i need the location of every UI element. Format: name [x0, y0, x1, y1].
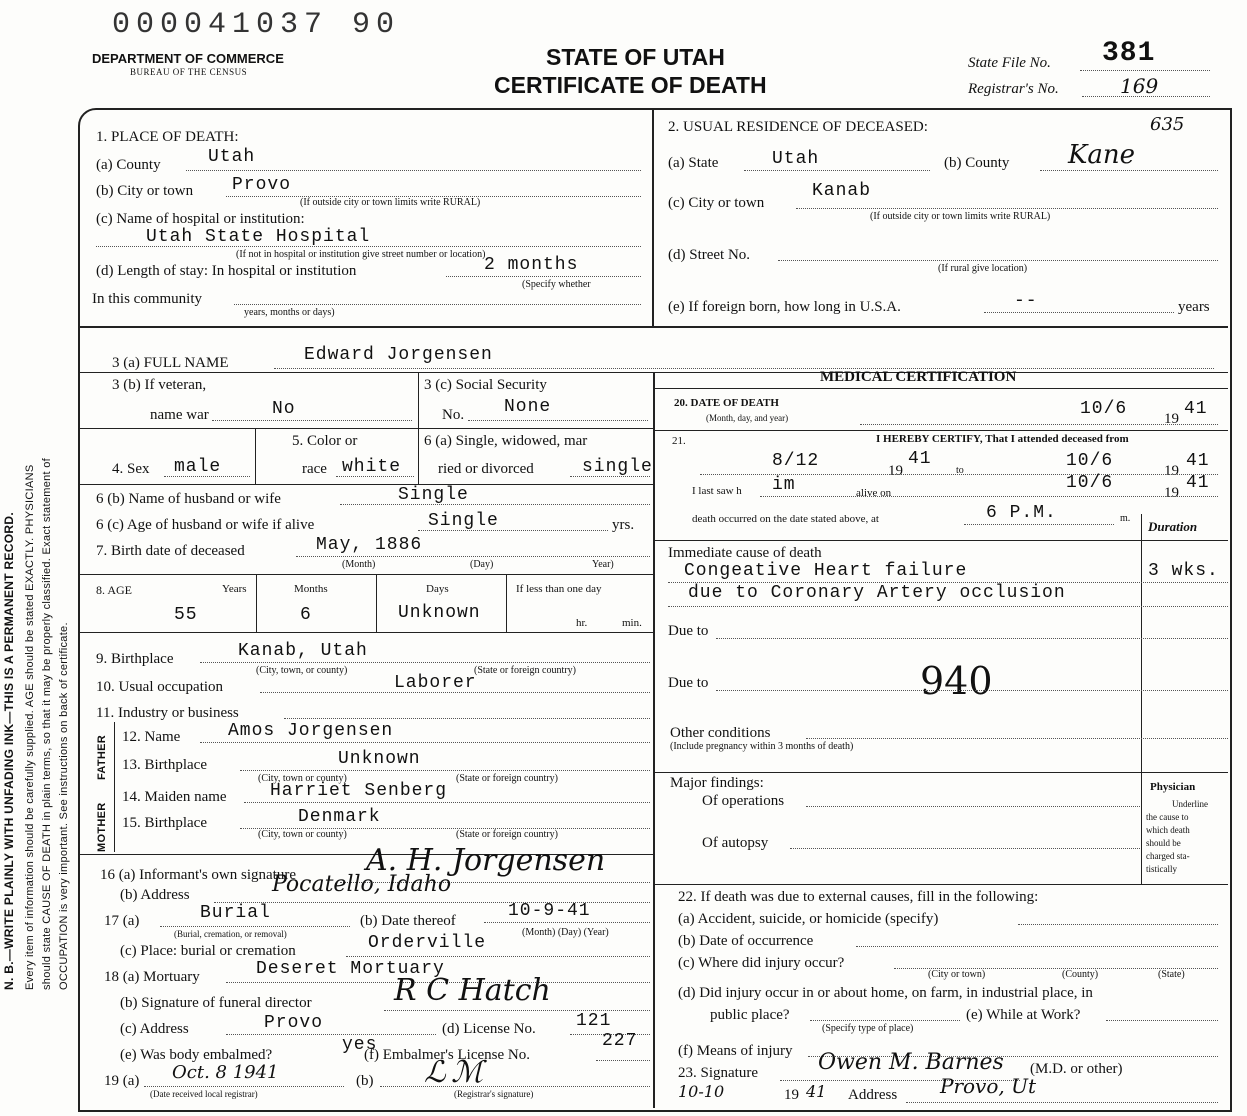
residence-corner-note: 635	[1150, 114, 1185, 135]
spouse-age-value: Single	[428, 511, 499, 531]
birth-date-label: 7. Birth date of deceased	[96, 543, 245, 559]
date-of-death-19: 19	[1164, 411, 1179, 427]
margin-instructions-3: should state CAUSE OF DEATH in plain terms, so that it may be properly classified. Exact statement of	[41, 457, 53, 990]
age-years-value: 55	[174, 605, 198, 625]
mother-bp-note-state: (State or foreign country)	[456, 829, 558, 840]
attended-from-year: 41	[908, 449, 932, 469]
last-saw-19: 19	[1164, 485, 1179, 501]
age-label: 8. AGE	[96, 583, 132, 597]
informant-signature: A. H. Jorgensen	[366, 843, 606, 878]
means-label: (f) Means of injury	[678, 1043, 793, 1059]
registrar-sig-label: (b)	[356, 1073, 374, 1089]
duration-label: Duration	[1148, 519, 1198, 534]
occurred-label: death occurred on the date stated above, at	[692, 513, 879, 525]
ssn-label: 3 (c) Social Security	[424, 377, 547, 393]
spouse-age-label: 6 (c) Age of husband or wife if alive	[96, 517, 315, 533]
due-to-label-2: Due to	[668, 675, 709, 691]
city-value: Provo	[232, 175, 292, 195]
disposal-num: 17 (a)	[104, 913, 140, 929]
director-label: (b) Signature of funeral director	[120, 995, 312, 1011]
occupation-label: 10. Usual occupation	[96, 679, 224, 695]
home-note: (Specify type of place)	[822, 1023, 914, 1034]
where-label: (c) Where did injury occur?	[678, 955, 845, 971]
physician-signature: Owen M. Barnes	[818, 1050, 1004, 1075]
physician-note-3: which death	[1146, 825, 1190, 835]
age-days-value: Unknown	[398, 603, 481, 623]
birthplace-note-state: (State or foreign country)	[474, 665, 576, 676]
attended-from: 8/12	[772, 451, 820, 471]
full-name-value: Edward Jorgensen	[304, 345, 493, 365]
certify-num: 21.	[672, 435, 686, 447]
immediate-cause-label: Immediate cause of death	[668, 545, 822, 561]
attended-to-label: to	[956, 465, 964, 476]
last-saw-date: 10/6	[1066, 473, 1114, 493]
mother-birthplace-label: 15. Birthplace	[122, 815, 207, 831]
war-label: name war	[150, 407, 209, 423]
hospital-value: Utah State Hospital	[146, 227, 371, 247]
full-name-label: 3 (a) FULL NAME	[112, 355, 229, 371]
medical-heading: MEDICAL CERTIFICATION	[820, 369, 1017, 385]
birth-month-note: (Month)	[342, 559, 376, 570]
informant-address-label: (b) Address	[120, 887, 190, 903]
cause-line-1: Congeative Heart failure	[684, 561, 968, 581]
ssn-value: None	[504, 397, 552, 417]
birth-date-value: May, 1886	[316, 535, 423, 555]
veteran-label: 3 (b) If veteran,	[112, 377, 207, 393]
embalmed-label: (e) Was body embalmed?	[120, 1047, 273, 1063]
embalmer-label: (f) Embalmer's License No.	[364, 1047, 530, 1063]
disposal-place-value: Orderville	[368, 933, 487, 953]
father-birthplace-value: Unknown	[338, 749, 421, 769]
accident-label: (a) Accident, suicide, or homicide (specify)	[678, 911, 939, 927]
other-conditions-note: (Include pregnancy within 3 months of death)	[670, 741, 854, 752]
physician-note-5: charged sta-	[1146, 851, 1190, 861]
birth-year-note: Year)	[592, 559, 614, 570]
state-file-label: State File No.	[968, 55, 1051, 71]
specify-note: (Specify whether	[522, 279, 591, 290]
hospital-note: (If not in hospital or institution give street number or location)	[236, 249, 486, 260]
mother-birthplace-value: Denmark	[298, 807, 381, 827]
signature-year: 41	[806, 1082, 827, 1101]
birthplace-value: Kanab, Utah	[238, 641, 368, 661]
mother-side-label: MOTHER	[96, 802, 108, 852]
last-saw-year: 41	[1186, 473, 1210, 493]
physician-title: Physician	[1150, 781, 1196, 793]
ssn-no-label: No.	[442, 407, 465, 423]
attended-to-year: 41	[1186, 451, 1210, 471]
home-label-2: public place?	[710, 1007, 790, 1023]
birthplace-label: 9. Birthplace	[96, 651, 174, 667]
birthplace-note-city: (City, town, or county)	[256, 665, 348, 676]
father-name-value: Amos Jorgensen	[228, 721, 394, 741]
father-bp-note-state: (State or foreign country)	[456, 773, 558, 784]
spouse-label: 6 (b) Name of husband or wife	[96, 491, 281, 507]
place-of-death-heading: 1. PLACE OF DEATH:	[96, 129, 239, 145]
embalmed-value: yes	[342, 1035, 378, 1055]
fd-address-value: Provo	[264, 1013, 324, 1033]
certify-text: I HEREBY CERTIFY, That I attended deceased from	[876, 433, 1129, 445]
other-conditions-label: Other conditions	[670, 725, 771, 741]
registrar-label: Registrar's No.	[968, 81, 1059, 97]
attended-to: 10/6	[1066, 451, 1114, 471]
state-file-value: 381	[1102, 38, 1156, 69]
fd-address-label: (c) Address	[120, 1021, 189, 1037]
department: DEPARTMENT OF COMMERCE	[92, 51, 284, 66]
cause-line-1-duration: 3 wks.	[1148, 561, 1219, 581]
residence-street-note: (If rural give location)	[938, 263, 1028, 274]
margin-instructions-2: Every item of information should be carefully supplied. AGE should be stated EXACTLY. PHYSICIANS	[24, 464, 36, 990]
age-less-label: If less than one day	[516, 583, 602, 595]
disposal-date-label: (b) Date thereof	[360, 913, 456, 929]
residence-city-value: Kanab	[812, 181, 872, 201]
age-hr-label: hr.	[576, 617, 588, 629]
last-saw-label: I last saw h	[692, 485, 742, 497]
md-label: (M.D. or other)	[1030, 1061, 1123, 1077]
foreign-value: --	[1014, 291, 1038, 311]
registrar-sig-note: (Registrar's signature)	[454, 1089, 534, 1099]
county-label: (a) County	[96, 157, 161, 173]
signature-date: 10-10	[678, 1082, 725, 1101]
physician-note-4: should be	[1146, 838, 1181, 848]
stay-value: 2 months	[484, 255, 579, 275]
alive-label: alive on	[856, 487, 892, 499]
foreign-unit: years	[1178, 299, 1210, 315]
registrar-signature-mark: ℒ ℳ	[424, 1055, 482, 1090]
cause-line-2: due to Coronary Artery occlusion	[688, 583, 1066, 603]
residence-street-label: (d) Street No.	[668, 247, 751, 263]
last-saw-fill: im	[772, 475, 796, 495]
filed-label: 19 (a)	[104, 1073, 140, 1089]
work-label: (e) While at Work?	[966, 1007, 1081, 1023]
city-label: (b) City or town	[96, 183, 194, 199]
mother-name-label: 14. Maiden name	[122, 789, 227, 805]
sex-value: male	[174, 457, 222, 477]
father-side-label: FATHER	[96, 735, 108, 780]
attended-to-19: 19	[1164, 463, 1179, 479]
operations-label: Of operations	[702, 793, 785, 809]
mother-name-value: Harriet Senberg	[270, 781, 448, 801]
occurred-time: 6 P.M.	[986, 503, 1057, 523]
mortuary-label: 18 (a) Mortuary	[104, 969, 200, 985]
major-findings-label: Major findings:	[670, 775, 764, 791]
disposal-date-note: (Month) (Day) (Year)	[522, 927, 609, 938]
age-years-label: Years	[222, 583, 247, 595]
date-of-death-note: (Month, day, and year)	[706, 413, 789, 423]
signature-address-label: Address	[848, 1087, 898, 1103]
title-certificate: CERTIFICATE OF DEATH	[494, 72, 767, 98]
registrar-value: 169	[1120, 74, 1159, 98]
margin-instructions-1: N. B.—WRITE PLAINLY WITH UNFADING INK—THIS IS A PERMANENT RECORD.	[2, 512, 16, 990]
home-label-1: (d) Did injury occur in or about home, on farm, in industrial place, in	[678, 985, 1093, 1001]
bureau: BUREAU OF THE CENSUS	[130, 67, 248, 77]
marital-label-1: 6 (a) Single, widowed, mar	[424, 433, 588, 449]
physician-note-6: tistically	[1146, 864, 1177, 874]
residence-city-label: (c) City or town	[668, 195, 765, 211]
race-label: race	[302, 461, 327, 477]
age-months-label: Months	[294, 583, 328, 595]
disposal-place-label: (c) Place: burial or cremation	[120, 943, 296, 959]
residence-state-label: (a) State	[668, 155, 719, 171]
mortuary-value: Deseret Mortuary	[256, 959, 445, 979]
residence-county-value: Kane	[1068, 140, 1136, 170]
where-note-city: (City or town)	[928, 969, 986, 980]
city-note: (If outside city or town limits write RURAL)	[300, 197, 481, 208]
disposal-value: Burial	[200, 903, 271, 923]
due-to-label-1: Due to	[668, 623, 709, 639]
date-of-death-label: 20. DATE OF DEATH	[674, 397, 779, 409]
father-name-label: 12. Name	[122, 729, 181, 745]
license-label: (d) License No.	[442, 1021, 536, 1037]
physician-note-2: the cause to	[1146, 812, 1189, 822]
occurred-m: m.	[1120, 513, 1131, 524]
signature-label: 23. Signature	[678, 1065, 758, 1081]
war-value: No	[272, 399, 296, 419]
attended-from-19: 19	[888, 463, 903, 479]
director-signature: R C Hatch	[394, 973, 551, 1008]
license-value: 121	[576, 1011, 612, 1031]
physician-note-1: Underline	[1172, 799, 1208, 809]
residence-county-label: (b) County	[944, 155, 1010, 171]
residence-state-value: Utah	[772, 149, 820, 169]
industry-label: 11. Industry or business	[96, 705, 239, 721]
sex-label: 4. Sex	[112, 461, 150, 477]
embalmer-value: 227	[602, 1031, 638, 1051]
disposal-date-value: 10-9-41	[508, 901, 591, 921]
coding-note: 940	[920, 659, 993, 703]
community-note: years, months or days)	[244, 307, 335, 318]
informant-label: 16 (a) Informant's own signature	[100, 867, 296, 883]
father-birthplace-label: 13. Birthplace	[122, 757, 207, 773]
autopsy-label: Of autopsy	[702, 835, 769, 851]
marital-value: single	[582, 457, 653, 477]
age-days-label: Days	[426, 583, 449, 595]
signature-19: 19	[784, 1087, 799, 1103]
age-months-value: 6	[300, 605, 312, 625]
date-of-death-year: 41	[1184, 399, 1208, 419]
filed-note: (Date received local registrar)	[150, 1089, 258, 1099]
hospital-label: (c) Name of hospital or institution:	[96, 211, 305, 227]
spouse-value: Single	[398, 485, 469, 505]
birth-day-note: (Day)	[470, 559, 494, 570]
occurrence-label: (b) Date of occurrence	[678, 933, 814, 949]
age-min-label: min.	[622, 617, 642, 629]
stay-label: (d) Length of stay: In hospital or institution	[96, 263, 357, 279]
residence-city-note: (If outside city or town limits write RURAL)	[870, 211, 1051, 222]
where-note-county: (County)	[1062, 969, 1099, 980]
title-state: STATE OF UTAH	[546, 44, 725, 70]
foreign-label: (e) If foreign born, how long in U.S.A.	[668, 299, 901, 315]
date-of-death-value: 10/6	[1080, 399, 1128, 419]
mother-bp-note-city: (City, town or county)	[258, 829, 347, 840]
where-note-state: (State)	[1158, 969, 1185, 980]
occupation-value: Laborer	[394, 673, 477, 693]
race-value: white	[342, 457, 402, 477]
father-bp-note-city: (City, town or county)	[258, 773, 347, 784]
spouse-age-unit: yrs.	[612, 517, 635, 533]
external-heading: 22. If death was due to external causes, fill in the following:	[678, 889, 1039, 905]
county-value: Utah	[208, 147, 256, 167]
informant-address-value: Pocatello, Idaho	[272, 872, 452, 897]
disposal-note: (Burial, cremation, or removal)	[174, 929, 287, 939]
marital-label-2: ried or divorced	[438, 461, 534, 477]
color-label: 5. Color or	[292, 433, 358, 449]
signature-address-value: Provo, Ut	[940, 1074, 1037, 1098]
margin-instructions-4: OCCUPATION is very important. See instructions on back of certificate.	[58, 622, 70, 990]
filed-value: Oct. 8 1941	[172, 1062, 279, 1083]
residence-heading: 2. USUAL RESIDENCE OF DECEASED:	[668, 119, 928, 135]
serial-number: 000041037 90	[112, 8, 401, 42]
community-label: In this community	[92, 291, 202, 307]
